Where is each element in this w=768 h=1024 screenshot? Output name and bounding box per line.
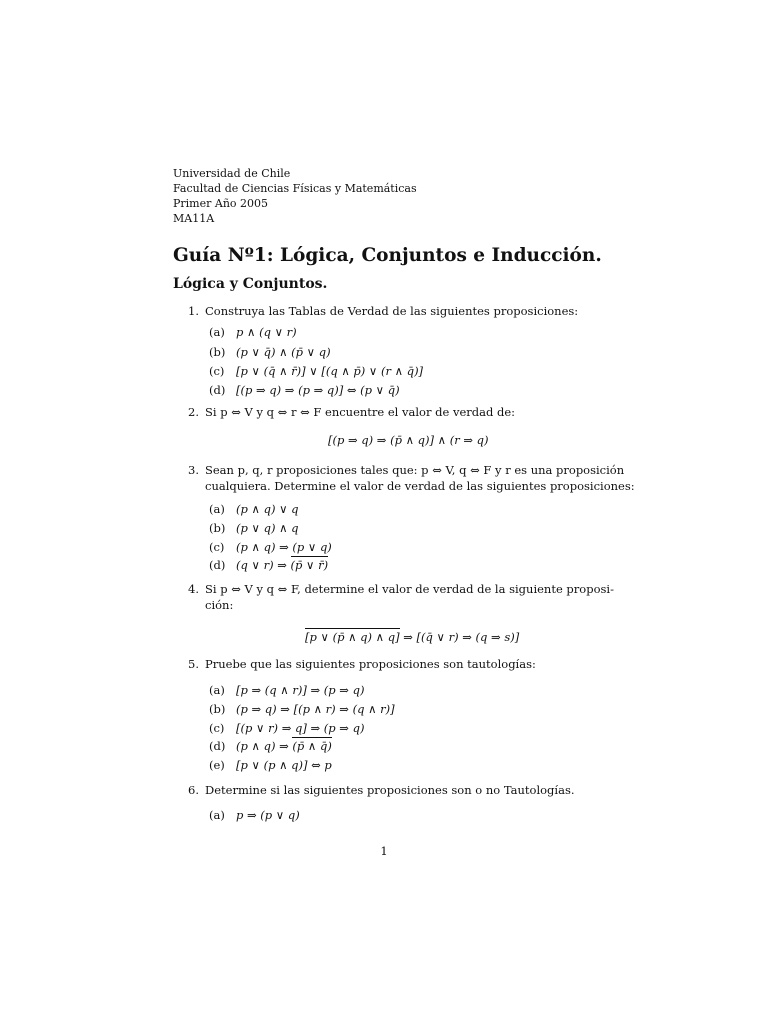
math-expression: (p ∧ q) ∨ q (236, 502, 299, 516)
math-expression: (q ∨ r) ⇒ (236, 558, 291, 572)
item-label: (c) (209, 540, 225, 554)
math-expression: [p ∨ (q̄ ∧ r̄)] ∨ [(q ∧ p̄) ∨ (r ∧ q̄)] (236, 364, 424, 378)
page-number: 1 (380, 844, 388, 858)
list-item (209, 739, 332, 753)
problem-text: Construya las Tablas de Verdad de las siguientes proposiciones: (205, 304, 579, 318)
math-expression: (p ∧ q) ⇒ (236, 739, 293, 753)
list-item (209, 683, 364, 697)
item-label: (c) (209, 364, 225, 378)
item-label: (a) (209, 325, 225, 339)
problem-text: Si p ⇔ V y q ⇔ r ⇔ F encuentre el valor de verdad de: (205, 405, 516, 419)
math-expression: [p ⇒ (q ∧ r)] ⇒ (p ⇒ q) (236, 683, 365, 697)
list-item (209, 383, 400, 397)
problem-text-line: Sean p, q, r proposiciones tales que: p ⇔ V, q ⇔ F y r es una proposición (205, 463, 625, 477)
math-expression: p ∧ (q ∨ r) (236, 325, 297, 339)
item-label: (b) (209, 702, 226, 716)
math-expression: (p ∨ q) ∧ q (236, 521, 299, 535)
math-expression: ⇒ [(q̄ ∨ r) ⇒ (q ⇒ s)] (399, 630, 520, 644)
item-label: (c) (209, 721, 225, 735)
list-item (209, 808, 300, 822)
section-heading: Lógica y Conjuntos. (173, 276, 328, 292)
negated-expression: (p̄ ∨ r̄) (290, 558, 329, 572)
header-block (173, 166, 417, 226)
year-line: Primer Año 2005 (173, 197, 269, 210)
math-expression: (p ∨ q̄) ∧ (p̄ ∨ q) (236, 345, 331, 359)
university-line: Universidad de Chile (173, 167, 291, 180)
item-label: (d) (209, 739, 226, 753)
problem-number: 3. (188, 463, 199, 477)
list-item (209, 721, 364, 735)
negated-expression: [p ∨ (p̄ ∧ q) ∧ q] (305, 630, 400, 644)
faculty-line: Facultad de Ciencias Físicas y Matemáticas (173, 182, 417, 195)
item-label: (e) (209, 758, 225, 772)
problem-number: 5. (188, 657, 199, 671)
document-title: Guía Nº1: Lógica, Conjuntos e Inducción. (173, 245, 602, 266)
list-item (209, 521, 299, 535)
list-item (209, 758, 332, 772)
math-expression: [(p ∨ r) ⇒ q] ⇒ (p ⇒ q) (236, 721, 365, 735)
list-item (209, 702, 395, 716)
item-label: (d) (209, 383, 226, 397)
item-label: (b) (209, 521, 226, 535)
list-item (209, 364, 423, 378)
item-label: (d) (209, 558, 226, 572)
problem-text: Determine si las siguientes proposiciones son o no Tautologías. (205, 783, 575, 797)
problem-number: 1. (188, 304, 199, 318)
list-item (209, 325, 297, 339)
list-item (209, 558, 328, 572)
list-item (209, 502, 299, 516)
item-label: (a) (209, 502, 225, 516)
display-equation: [(p ⇒ q) ⇒ (p̄ ∧ q)] ∧ (r ⇒ q) (328, 433, 489, 447)
math-expression: (p ∧ q) ⇒ (p ∨ q) (236, 540, 332, 554)
math-expression: (p ⇒ q) ⇒ [(p ∧ r) ⇒ (q ∧ r)] (236, 702, 395, 716)
course-code-line: MA11A (173, 212, 215, 225)
problem-text-line: ción: (205, 598, 234, 612)
item-label: (a) (209, 808, 225, 822)
problem-text-line: Si p ⇔ V y q ⇔ F, determine el valor de verdad de la siguiente proposi- (205, 582, 614, 596)
negated-expression: (p̄ ∧ q̄) (292, 739, 332, 753)
problem-number: 2. (188, 405, 199, 419)
problem-number: 6. (188, 783, 199, 797)
math-expression: p ⇒ (p ∨ q) (236, 808, 300, 822)
item-label: (b) (209, 345, 226, 359)
problem-text: Pruebe que las siguientes proposiciones son tautologías: (205, 657, 536, 671)
display-equation (305, 630, 519, 644)
problem-number: 4. (188, 582, 199, 596)
list-item (209, 345, 331, 359)
item-label: (a) (209, 683, 225, 697)
math-expression: [p ∨ (p ∧ q)] ⇔ p (236, 758, 332, 772)
list-item (209, 540, 332, 554)
math-expression: [(p ⇒ q) ⇒ (p ⇒ q)] ⇔ (p ∨ q̄) (236, 383, 400, 397)
problem-text-line: cualquiera. Determine el valor de verdad de las siguientes proposiciones: (205, 479, 635, 493)
